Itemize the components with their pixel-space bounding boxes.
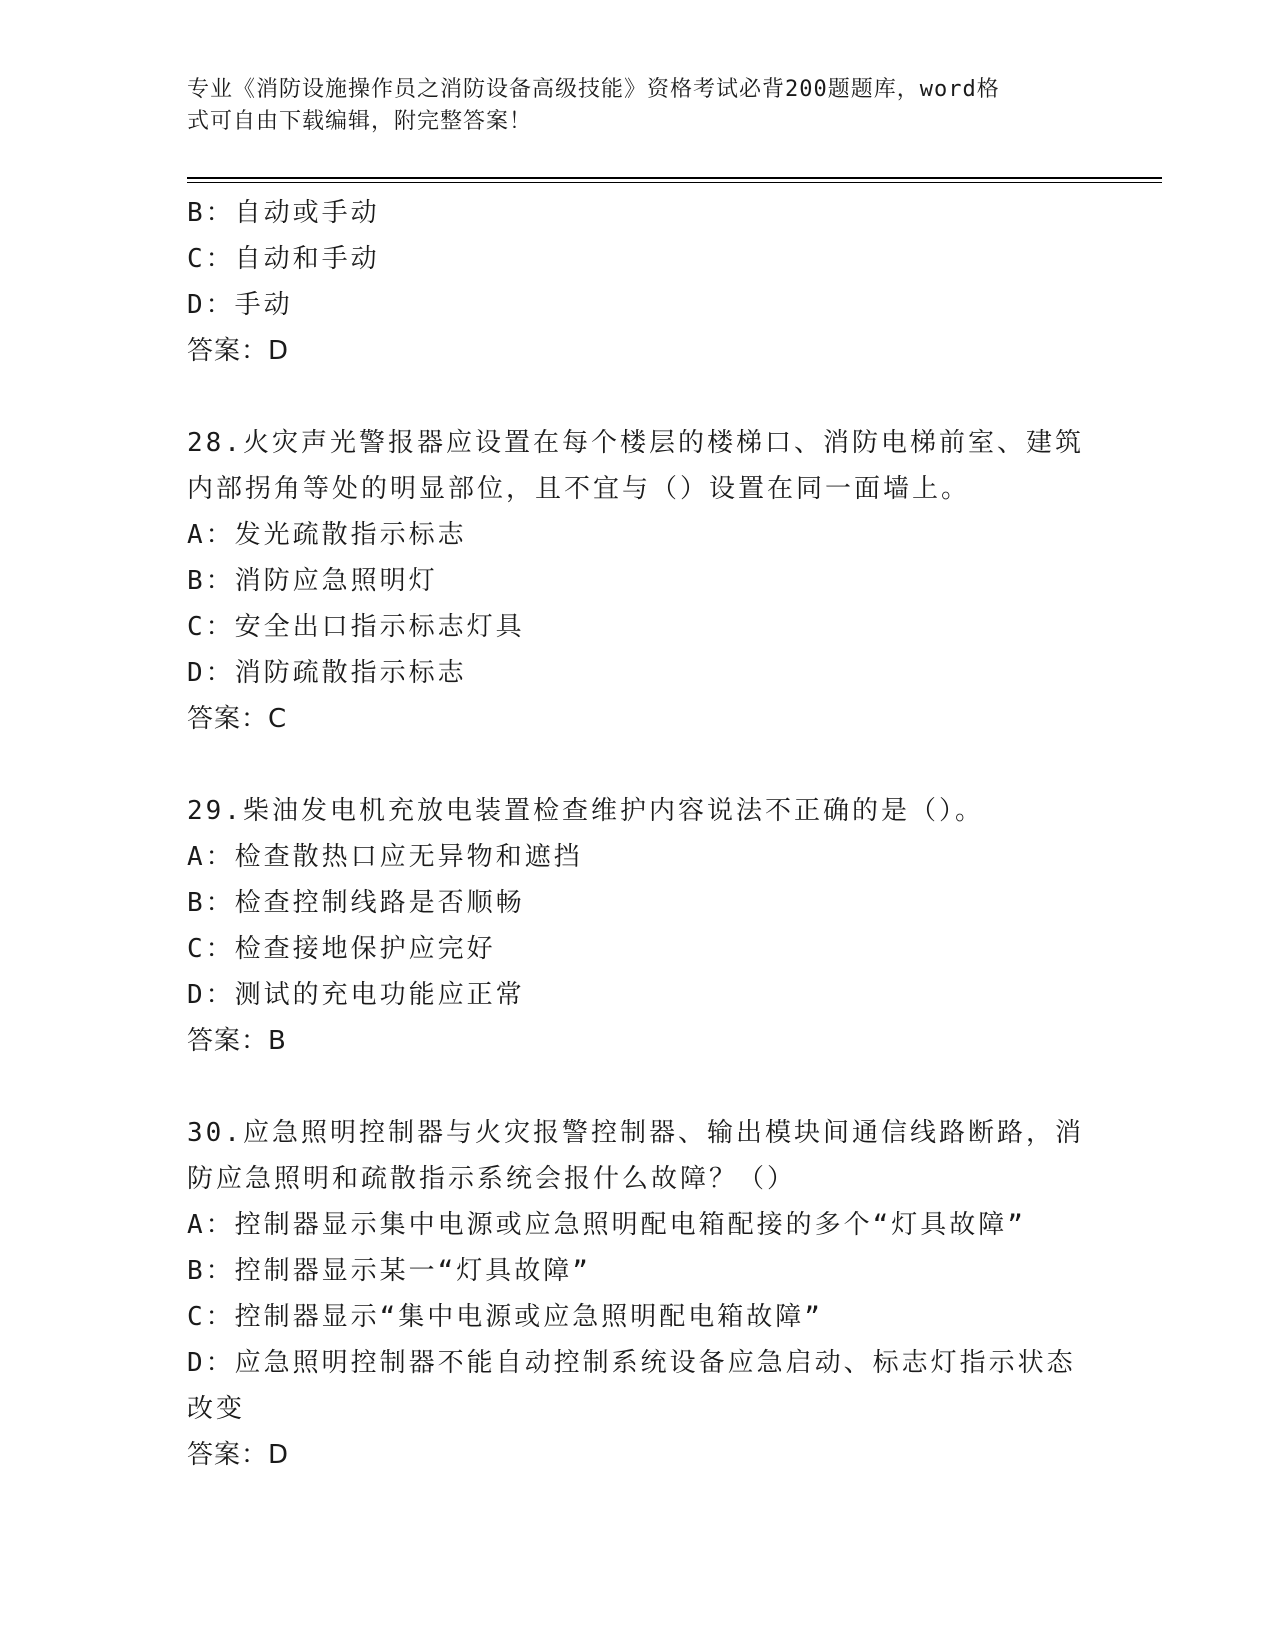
question-29 <box>187 788 1087 1064</box>
option-d: D：测试的充电功能应正常 <box>187 980 525 1010</box>
document-header <box>187 74 1067 138</box>
option-b: B：消防应急照明灯 <box>187 566 438 596</box>
option-c: C：自动和手动 <box>187 244 380 274</box>
option-a: A：发光疏散指示标志 <box>187 520 467 550</box>
question-28 <box>187 420 1087 742</box>
header-divider-thick <box>187 177 1162 179</box>
header-title-line-1: 专业《消防设施操作员之消防设备高级技能》资格考试必背200题题库，word格 <box>187 77 1000 102</box>
option-b: B：控制器显示某一“灯具故障” <box>187 1256 591 1286</box>
spacer <box>187 374 1087 420</box>
option-d-line-2: 改变 <box>187 1394 246 1424</box>
question-stem-line-2: 防应急照明和疏散指示系统会报什么故障？（） <box>187 1164 797 1194</box>
option-b: B：检查控制线路是否顺畅 <box>187 888 525 918</box>
answer: 答案：C <box>187 704 288 734</box>
spacer <box>187 742 1087 788</box>
question-stem-line-1: 29.柴油发电机充放电装置检查维护内容说法不正确的是（）。 <box>187 796 984 826</box>
option-b: B：自动或手动 <box>187 198 380 228</box>
question-list <box>187 190 1087 1478</box>
question-stem-line-1: 30.应急照明控制器与火灾报警控制器、输出模块间通信线路断路，消 <box>187 1118 1084 1148</box>
option-a: A：检查散热口应无异物和遮挡 <box>187 842 583 872</box>
option-d: D：消防疏散指示标志 <box>187 658 467 688</box>
question-stem-line-1: 28.火灾声光警报器应设置在每个楼层的楼梯口、消防电梯前室、建筑 <box>187 428 1084 458</box>
question-27-tail <box>187 190 1087 374</box>
spacer <box>187 1064 1087 1110</box>
question-30 <box>187 1110 1087 1478</box>
option-c: C：安全出口指示标志灯具 <box>187 612 525 642</box>
answer: 答案：D <box>187 1440 290 1470</box>
answer: 答案：B <box>187 1026 287 1056</box>
answer: 答案：D <box>187 336 290 366</box>
header-divider-thin <box>187 182 1162 183</box>
option-d: D：手动 <box>187 290 293 320</box>
option-a: A：控制器显示集中电源或应急照明配电箱配接的多个“灯具故障” <box>187 1210 1026 1240</box>
option-c: C：检查接地保护应完好 <box>187 934 496 964</box>
header-title-line-2: 式可自由下载编辑，附完整答案！ <box>187 109 533 134</box>
option-d-line-1: D：应急照明控制器不能自动控制系统设备应急启动、标志灯指示状态 <box>187 1348 1076 1378</box>
option-c: C：控制器显示“集中电源或应急照明配电箱故障” <box>187 1302 823 1332</box>
question-stem-line-2: 内部拐角等处的明显部位，且不宜与（）设置在同一面墙上。 <box>187 474 971 504</box>
